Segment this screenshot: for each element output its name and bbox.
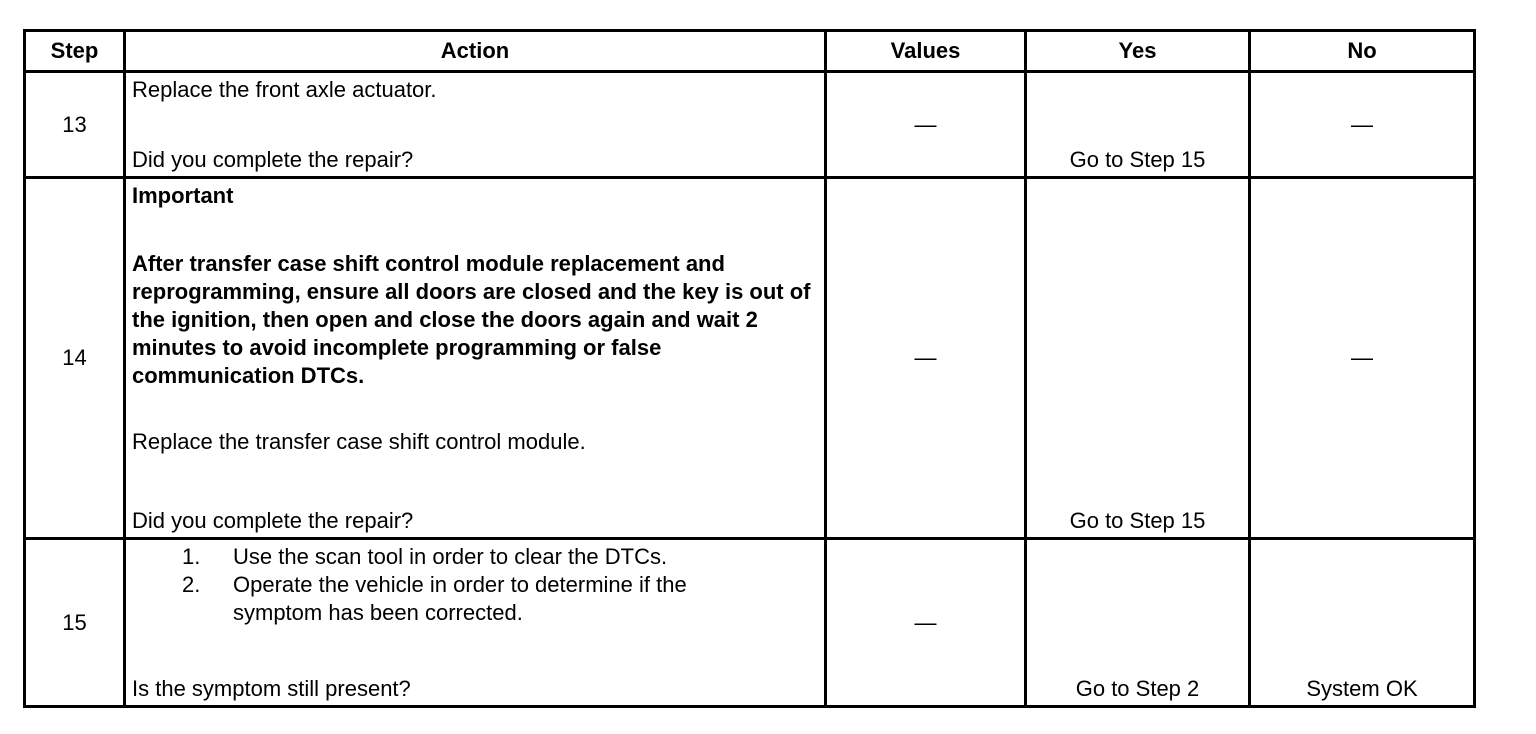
action-text: Replace the front axle actuator.	[132, 77, 437, 102]
yes-text: Go to Step 15	[1069, 147, 1206, 172]
diagnostic-table	[23, 29, 1476, 708]
table-row	[25, 539, 1475, 707]
no-cell: —	[1250, 72, 1475, 178]
list-item	[132, 571, 818, 627]
action-cell	[125, 72, 826, 178]
list-number: 2.	[182, 572, 201, 597]
values-cell: —	[826, 178, 1026, 539]
header-values: Values	[826, 31, 1026, 72]
important-title: Important	[132, 183, 234, 208]
yes-cell	[1026, 178, 1250, 539]
question-text: Did you complete the repair?	[132, 508, 414, 533]
no-cell: —	[1250, 178, 1475, 539]
question-text: Is the symptom still present?	[132, 676, 411, 701]
header-no: No	[1250, 31, 1475, 72]
question-text: Did you complete the repair?	[132, 147, 414, 172]
yes-text: Go to Step 2	[1075, 676, 1200, 701]
action-cell	[125, 539, 826, 707]
instruction-list	[132, 543, 818, 627]
step-number: 14	[25, 178, 125, 539]
no-text: System OK	[1306, 676, 1418, 701]
action-cell	[125, 178, 826, 539]
yes-text: Go to Step 15	[1069, 508, 1206, 533]
header-row	[25, 31, 1475, 72]
yes-cell	[1026, 72, 1250, 178]
action-text: Replace the transfer case shift control module.	[132, 429, 586, 454]
list-number: 1.	[182, 544, 201, 569]
values-cell: —	[826, 539, 1026, 707]
table-row	[25, 72, 1475, 178]
no-cell	[1250, 539, 1475, 707]
header-action: Action	[125, 31, 826, 72]
yes-cell	[1026, 539, 1250, 707]
step-number: 13	[25, 72, 125, 178]
list-item	[132, 543, 818, 571]
list-text: Use the scan tool in order to clear the DTCs.	[233, 544, 668, 569]
list-text: Operate the vehicle in order to determine if the symptom has been corrected.	[233, 572, 687, 625]
header-yes: Yes	[1026, 31, 1250, 72]
header-step: Step	[25, 31, 125, 72]
table-row	[25, 178, 1475, 539]
values-cell: —	[826, 72, 1026, 178]
step-number: 15	[25, 539, 125, 707]
important-text: After transfer case shift control module replacement and reprogramming, ensure all doors are closed and the key is out of the ignition, then open and close the doors again and wait 2 minutes to avoid incomplete programming or false communication DTCs.	[132, 251, 811, 388]
